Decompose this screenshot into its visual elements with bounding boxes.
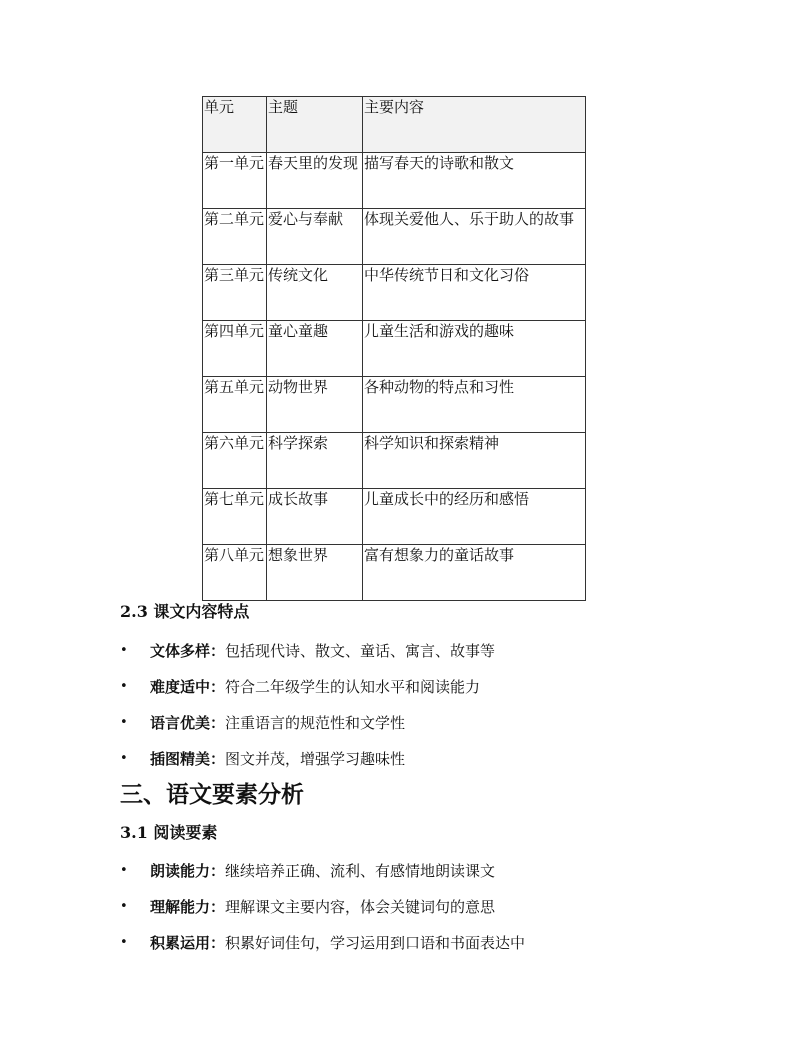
cell-unit: 第六单元 <box>203 433 267 489</box>
header-cell-theme: 主题 <box>267 97 363 153</box>
cell-theme: 动物世界 <box>267 377 363 433</box>
list-item-text <box>150 897 495 917</box>
section-3-heading: 三、语文要素分析 <box>120 781 304 808</box>
section-2-3-heading: 2.3 课文内容特点 <box>120 602 250 621</box>
table-row <box>203 489 586 545</box>
list-item-term: 语言优美： <box>150 714 226 732</box>
cell-content: 各种动物的特点和习性 <box>363 377 586 433</box>
cell-unit: 第二单元 <box>203 209 267 265</box>
cell-unit: 第一单元 <box>203 153 267 209</box>
header-cell-content: 主要内容 <box>363 97 586 153</box>
list-item-term: 朗读能力： <box>150 862 226 880</box>
list-item-text <box>150 749 405 769</box>
cell-unit: 第五单元 <box>203 377 267 433</box>
list-item-text <box>150 861 495 881</box>
list-item-description: 理解课文主要内容，体会关键词句的意思 <box>225 898 496 916</box>
header-cell-unit: 单元 <box>203 97 267 153</box>
list-item-description: 积累好词佳句，学习运用到口语和书面表达中 <box>225 934 526 952</box>
cell-content: 描写春天的诗歌和散文 <box>363 153 586 209</box>
section-3-1-heading: 3.1 阅读要素 <box>120 823 218 842</box>
table-row <box>203 209 586 265</box>
list-item-text <box>150 933 525 953</box>
list-item-text <box>150 713 405 733</box>
list-item-text <box>150 641 495 661</box>
bullet-icon: • <box>120 899 128 914</box>
table-row <box>203 265 586 321</box>
cell-content: 儿童成长中的经历和感悟 <box>363 489 586 545</box>
cell-unit: 第三单元 <box>203 265 267 321</box>
bullet-icon: • <box>120 679 128 694</box>
list-item-term: 插图精美： <box>150 750 226 768</box>
cell-theme: 科学探索 <box>267 433 363 489</box>
list-item-description: 符合二年级学生的认知水平和阅读能力 <box>225 678 481 696</box>
cell-content: 科学知识和探索精神 <box>363 433 586 489</box>
list-item-description: 注重语言的规范性和文学性 <box>225 714 406 732</box>
list-item-term: 文体多样： <box>150 642 226 660</box>
table-row <box>203 433 586 489</box>
list-item-description: 继续培养正确、流利、有感情地朗读课文 <box>225 862 496 880</box>
bullet-icon: • <box>120 643 128 658</box>
list-item-term: 理解能力： <box>150 898 226 916</box>
table-row <box>203 377 586 433</box>
cell-content: 富有想象力的童话故事 <box>363 545 586 601</box>
cell-content: 儿童生活和游戏的趣味 <box>363 321 586 377</box>
bullet-icon: • <box>120 863 128 878</box>
cell-content: 中华传统节日和文化习俗 <box>363 265 586 321</box>
table-row <box>203 153 586 209</box>
list-item-description: 图文并茂，增强学习趣味性 <box>225 750 406 768</box>
cell-unit: 第七单元 <box>203 489 267 545</box>
table-row <box>203 321 586 377</box>
cell-theme: 爱心与奉献 <box>267 209 363 265</box>
cell-theme: 童心童趣 <box>267 321 363 377</box>
table-row <box>203 545 586 601</box>
cell-theme: 想象世界 <box>267 545 363 601</box>
cell-unit: 第八单元 <box>203 545 267 601</box>
unit-overview-table <box>202 96 586 601</box>
list-item-text <box>150 677 480 697</box>
list-item-description: 包括现代诗、散文、童话、寓言、故事等 <box>225 642 496 660</box>
cell-theme: 传统文化 <box>267 265 363 321</box>
cell-theme: 春天里的发现 <box>267 153 363 209</box>
bullet-icon: • <box>120 715 128 730</box>
bullet-icon: • <box>120 935 128 950</box>
cell-unit: 第四单元 <box>203 321 267 377</box>
bullet-icon: • <box>120 751 128 766</box>
cell-theme: 成长故事 <box>267 489 363 545</box>
list-item-term: 积累运用： <box>150 934 226 952</box>
table-header-row <box>203 97 586 153</box>
cell-content: 体现关爱他人、乐于助人的故事 <box>363 209 586 265</box>
list-item-term: 难度适中： <box>150 678 226 696</box>
